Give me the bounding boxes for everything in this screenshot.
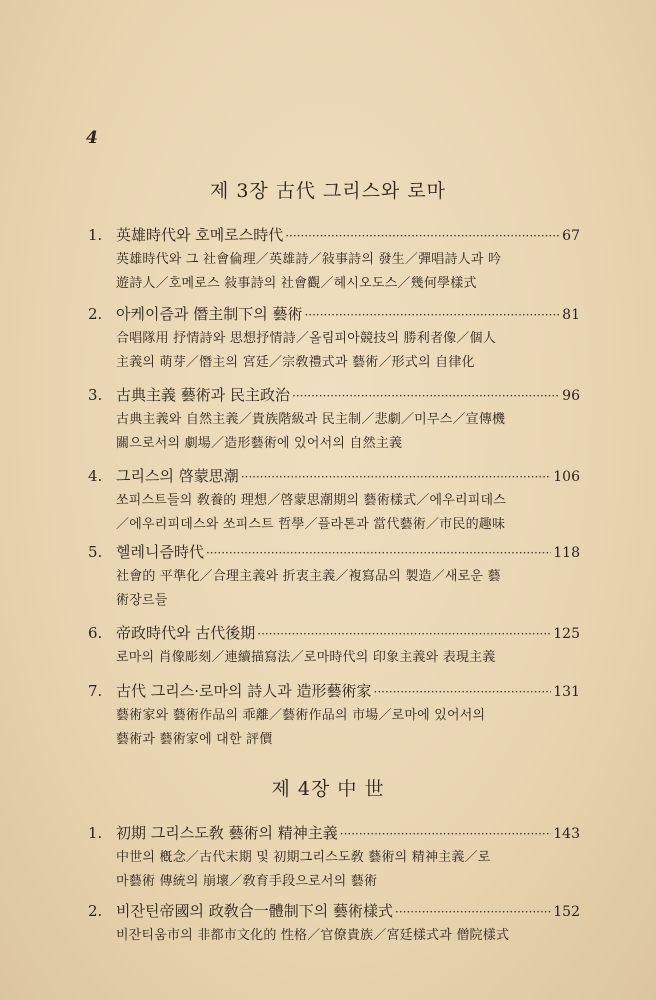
section-heading [88,680,580,704]
section-number: 1. [88,824,103,842]
section-number: 3. [88,386,103,404]
section-heading [88,541,580,565]
section-page: 125 [553,626,580,642]
subtopic-line: 마藝術 傳統의 崩壞／敎育手段으로서의 藝術 [116,874,378,889]
page-number: 4 [86,128,98,148]
section-page: 143 [553,826,580,842]
section-number: 2. [88,902,103,920]
section-page: 106 [553,469,580,485]
section-number: 2. [88,305,103,323]
toc-section [88,900,580,948]
subtopic-line: 英雄時代와 그 社會倫理／英雄詩／敍事詩의 發生／彈唱詩人과 吟 [116,252,502,267]
section-title: 古典主義 藝術과 民主政治 [116,386,291,404]
section-title: 英雄時代와 호메로스時代 [116,226,284,244]
chapter-title-4: 제 4장 中 世 [271,778,385,800]
section-title: 아케이즘과 僭主制下의 藝術 [116,305,303,323]
section-heading [88,622,580,646]
section-page: 96 [562,388,580,404]
subtopic-line: 主義의 萌芽／僭主의 宮廷／宗敎禮式과 藝術／形式의 自律化 [116,355,475,370]
subtopic-line: 合唱隊用 抒情詩와 思想抒情詩／올림피아競技의 勝利者像／個人 [116,331,496,346]
subtopic-line: 古典主義와 自然主義／貴族階級과 民主制／悲劇／미무스／宣傳機 [116,412,506,427]
leader-dots [206,546,551,560]
toc-section [88,384,580,456]
toc-section [88,224,580,296]
section-title: 비잔틴帝國의 政敎合一體制下의 藝術樣式 [116,902,393,920]
subtopic-line: 비잔티움市의 非都市文化的 性格／官僚貴族／宮廷樣式과 僧院樣式 [116,928,510,943]
leader-dots [395,905,551,919]
section-heading [88,822,580,846]
section-page: 67 [562,228,580,244]
section-number: 5. [88,543,103,561]
section-title: 헬레니즘時代 [116,543,204,561]
section-title: 그리스의 啓蒙思潮 [116,467,239,485]
subtopic-line: 遊詩人／호메로스 敍事詩의 社會觀／헤시오도스／幾何學樣式 [116,276,477,291]
section-heading [88,465,580,489]
section-page: 152 [553,904,580,920]
toc-section [88,680,580,752]
section-number: 6. [88,624,103,642]
toc-section [88,303,580,375]
section-page: 81 [562,307,580,323]
section-page: 118 [553,545,580,561]
toc-section [88,822,580,894]
chapter-title-3: 제 3장 古代 그리스와 로마 [209,180,447,202]
leader-dots [340,827,552,841]
leader-dots [241,470,552,484]
section-heading [88,900,580,924]
toc-section [88,541,580,613]
subtopic-line: 關으로서의 劇場／造形藝術에 있어서의 自然主義 [116,436,403,451]
subtopic-line: 社會的 平準化／合理主義와 折衷主義／複寫品의 製造／새로운 藝 [116,569,501,584]
section-number: 4. [88,467,103,485]
leader-dots [292,389,560,403]
subtopic-line: ／에우리피데스와 쏘피스트 哲學／플라톤과 當代藝術／市民的趣味 [116,517,506,532]
leader-dots [374,685,552,699]
toc-section [88,465,580,537]
leader-dots [304,308,560,322]
section-number: 7. [88,682,103,700]
subtopic-line: 術장르들 [116,593,168,608]
section-title: 帝政時代와 古代後期 [116,624,256,642]
subtopic-line: 藝術과 藝術家에 대한 評價 [116,732,273,747]
subtopic-line: 쏘피스트들의 敎養的 理想／啓蒙思潮期의 藝術樣式／에우리피데스 [116,493,507,508]
section-heading [88,384,580,408]
leader-dots [257,627,551,641]
section-number: 1. [88,226,103,244]
section-page: 131 [553,684,580,700]
section-heading [88,224,580,248]
section-title: 初期 그리스도敎 藝術의 精神主義 [116,824,338,842]
subtopic-line: 로마의 肖像彫刻／連續描寫法／로마時代의 印象主義와 表現主義 [116,650,496,665]
toc-section [88,622,580,670]
subtopic-line: 中世의 槪念／古代末期 및 初期그리스도敎 藝術의 精神主義／로 [116,850,491,865]
leader-dots [285,229,560,243]
section-title: 古代 그리스·로마의 詩人과 造形藝術家 [116,682,372,700]
subtopic-line: 藝術家와 藝術作品의 乖離／藝術作品의 市場／로마에 있어서의 [116,708,486,723]
section-heading [88,303,580,327]
